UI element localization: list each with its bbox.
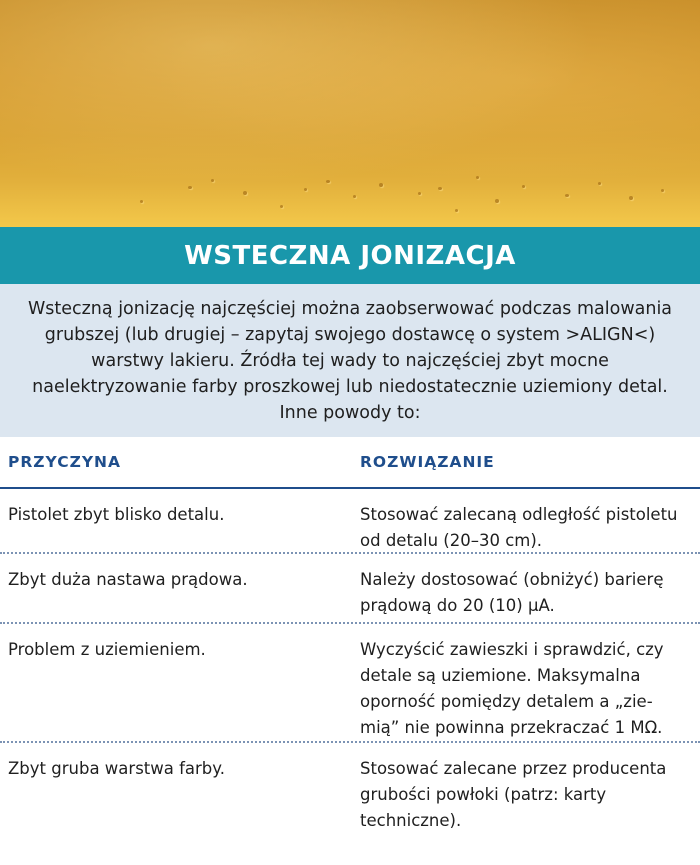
cause-cell: Zbyt gruba warstwa farby. <box>8 759 225 778</box>
cause-cell: Problem z uziemieniem. <box>8 640 206 659</box>
surface-defect <box>598 182 601 185</box>
column-header-cause: PRZYCZYNA <box>8 453 122 471</box>
surface-defect <box>379 183 383 187</box>
surface-defect <box>522 185 525 188</box>
surface-defect <box>476 176 479 179</box>
surface-defect <box>661 189 664 192</box>
surface-defect <box>629 196 633 200</box>
surface-defect <box>188 186 192 189</box>
surface-defect <box>304 188 307 191</box>
surface-defect <box>280 205 283 208</box>
table-row <box>0 743 700 865</box>
section-title: WSTECZNA JONIZACJA <box>184 240 516 271</box>
table-row <box>0 489 700 554</box>
surface-defect <box>211 179 214 182</box>
intro-text: Wsteczną jonizację najczęściej można zaobserwować podczas malowania grubszej (lub drugiej – zapytaj swojego dostawcę o system >ALIGN<) warstwy lakieru. Źródła tej wady to najczęściej zbyt mocne naelektryzowanie farby proszkowej lub niedostatecznie uziemiony detal. Inne powody to: <box>27 298 673 423</box>
powder-coating-defect-photo <box>0 0 700 227</box>
solution-cell: Stosować zalecaną odległość pistoletu od detalu (20–30 cm). <box>360 505 678 550</box>
surface-defect <box>418 192 421 195</box>
surface-defect <box>565 194 569 197</box>
cause-cell: Pistolet zbyt blisko detalu. <box>8 505 225 524</box>
solution-cell: Stosować zalecane przez producenta grubości powłoki (patrz: karty techniczne). <box>360 759 667 830</box>
intro-box <box>0 284 700 437</box>
table-row <box>0 554 700 624</box>
surface-defect <box>140 200 143 203</box>
surface-defect <box>438 187 442 190</box>
cause-solution-table <box>0 437 700 865</box>
table-row <box>0 624 700 743</box>
solution-cell: Należy dostosować (obniżyć) barierę prądową do 20 (10) μA. <box>360 570 664 615</box>
table-header <box>0 437 700 489</box>
surface-defect <box>326 180 330 183</box>
surface-defect <box>353 195 356 198</box>
surface-defect <box>243 191 247 195</box>
cause-cell: Zbyt duża nastawa prądowa. <box>8 570 248 589</box>
surface-defect <box>495 199 499 203</box>
surface-defect <box>455 209 458 212</box>
column-header-solution: ROZWIĄZANIE <box>360 453 495 471</box>
solution-cell: Wyczyścić zawieszki i sprawdzić, czy detale są uziemione. Maksymalna oporność pomiędzy detalem a „zie-mią” nie powinna przekraczać 1 MΩ. <box>360 640 664 737</box>
section-banner <box>0 227 700 284</box>
